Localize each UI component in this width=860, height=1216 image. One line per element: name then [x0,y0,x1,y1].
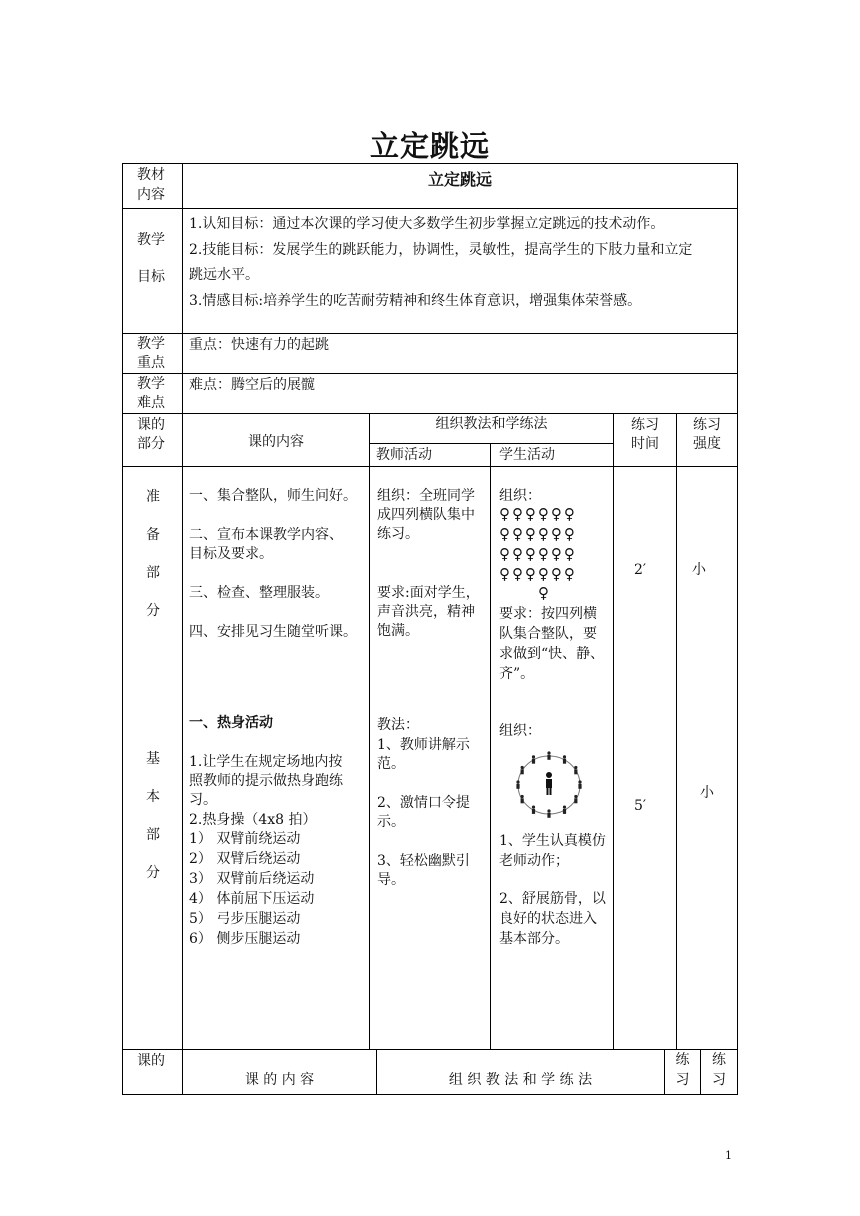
material-label-1: 教材 [137,167,165,183]
key-label-2: 重点 [137,355,165,371]
basic-teacher: 教法： [377,717,419,733]
formation-row: ♀♀♀♀♀♀ [499,565,577,583]
material-value: 立定跳远 [427,170,492,189]
student-figure-icon [547,751,550,759]
header-part-1: 课的 [137,417,165,433]
prep-content-3: 三、检查、整理服装。 [189,585,329,601]
footer-content: 课 的 内 容 [244,1072,315,1088]
key-value: 重点：快速有力的起跳 [189,337,329,353]
header-intensity-1: 练习 [693,417,721,433]
circle-formation-diagram [509,748,589,822]
basic-part-char: 分 [146,865,160,881]
prep-teacher-4: 要求:面对学生， [377,585,480,601]
prep-part-char: 备 [146,527,160,543]
basic-teacher: 范。 [377,756,405,772]
prep-time: 2′ [634,562,647,578]
difficulty-value: 难点：腾空后的展髋 [189,377,315,393]
basic-content: 2.热身操（4x8 拍） [189,812,317,828]
key-label-1: 教学 [137,336,165,352]
header-content: 课的内容 [248,434,304,450]
material-label-2: 内容 [137,187,165,203]
prep-part-char: 准 [146,489,160,505]
header-intensity-2: 强度 [693,436,721,452]
student-figure-icon [521,766,524,774]
prep-part-char: 部 [146,565,160,581]
prep-teacher-1: 组织：全班同学 [377,488,475,504]
footer-part: 课的 [137,1053,165,1069]
prep-teacher-3: 练习。 [377,526,419,542]
footer-time-1: 练 [675,1052,690,1068]
student-figure-icon [563,806,566,814]
basic-student-label: 组织： [499,723,541,739]
header-method: 组织教法和学练法 [435,416,548,432]
prep-student-req-2: 队集合整队，要 [499,626,597,642]
basic-content: 1） 双臂前绕运动 [189,831,301,847]
student-figure-icon [532,806,535,814]
prep-teacher-6: 饱满。 [377,623,419,639]
footer-time-2: 习 [675,1072,690,1088]
basic-content: 3） 双臂前后绕运动 [189,871,315,887]
basic-student-note: 良好的状态进入 [499,911,597,927]
prep-part-char: 分 [146,603,160,619]
page-number: 1 [725,1149,732,1162]
prep-student-req-1: 要求：按四列横 [499,606,597,622]
footer-method: 组 织 教 法 和 学 练 法 [448,1072,593,1088]
header-time-1: 练习 [631,417,659,433]
goal-label-2: 目标 [137,269,165,285]
basic-content: 2） 双臂后绕运动 [189,851,301,867]
header-student: 学生活动 [499,447,555,463]
difficulty-label-2: 难点 [137,395,165,411]
basic-teacher: 3、轻松幽默引 [377,853,470,869]
prep-intensity: 小 [692,562,706,578]
basic-part-char: 部 [146,827,160,843]
basic-heading: 一、热身活动 [189,715,273,731]
prep-teacher-2: 成四列横队集中 [377,507,475,523]
student-figure-icon [574,795,577,803]
goal-label-1: 教学 [137,232,165,248]
prep-content-2-cont: 目标及要求。 [189,546,273,562]
difficulty-label-1: 教学 [137,376,165,392]
prep-content-2: 二、宣布本课教学内容、 [189,527,343,543]
student-figure-icon [521,795,524,803]
footer-intensity-1: 练 [712,1052,726,1068]
basic-content: 6） 侧步压腿运动 [189,931,301,947]
goal-3: 3.情感目标:培养学生的吃苦耐劳精神和终生体育意识，增强集体荣誉感。 [189,293,642,309]
basic-content: 照教师的提示做热身跑练 [189,773,343,789]
prep-student-req-4: 齐”。 [499,666,535,682]
basic-teacher: 1、教师讲解示 [377,737,470,753]
goal-2: 2.技能目标：发展学生的跳跃能力，协调性，灵敏性，提高学生的下肢力量和立定 [189,242,693,258]
basic-student-note: 老师动作； [499,853,569,869]
basic-intensity: 小 [700,785,714,801]
basic-content: 1.让学生在规定场地内按 [189,754,343,770]
formation-row: ♀♀♀♀♀♀ [499,545,577,563]
basic-teacher: 导。 [377,872,405,888]
student-figure-icon [532,755,535,763]
formation-row: ♀♀♀♀♀♀ [499,525,577,543]
header-teacher: 教师活动 [376,447,432,463]
basic-teacher: 2、激情口令提 [377,795,470,811]
goal-1: 1.认知目标：通过本次课的学习使大多数学生初步掌握立定跳远的技术动作。 [189,216,665,232]
prep-student-req-3: 求做到“快、静、 [499,646,605,662]
footer-intensity-2: 习 [712,1072,726,1088]
document-title: 立定跳远 [369,129,490,163]
student-figure-icon [563,755,566,763]
basic-part-char: 本 [146,789,160,805]
student-figure-icon [574,766,577,774]
goal-2-cont: 跳远水平。 [189,267,259,283]
basic-content: 习。 [189,792,217,808]
student-figure-icon [578,780,581,788]
basic-time: 5′ [634,798,647,814]
basic-student-note: 基本部分。 [499,931,569,947]
basic-teacher: 示。 [377,814,405,830]
student-figure-icon [547,809,550,817]
student-figure-icon [516,780,519,788]
prep-teacher-5: 声音洪亮，精神 [377,604,475,620]
header-part-2: 部分 [137,436,165,452]
formation-teacher: ♀ [538,584,551,602]
prep-student-label: 组织： [499,488,541,504]
basic-part-char: 基 [146,751,160,767]
formation-row: ♀♀♀♀♀♀ [499,505,577,523]
basic-student-note: 2、舒展筋骨，以 [499,891,606,907]
header-time-2: 时间 [631,436,659,452]
basic-student-note: 1、学生认真模仿 [499,833,606,849]
basic-content: 5） 弓步压腿运动 [189,911,301,927]
teacher-figure-icon [546,772,552,795]
basic-content: 4） 体前屈下压运动 [189,891,315,907]
prep-content-4: 四、安排见习生随堂听课。 [189,624,357,640]
prep-content-1: 一、集合整队，师生问好。 [189,488,357,504]
